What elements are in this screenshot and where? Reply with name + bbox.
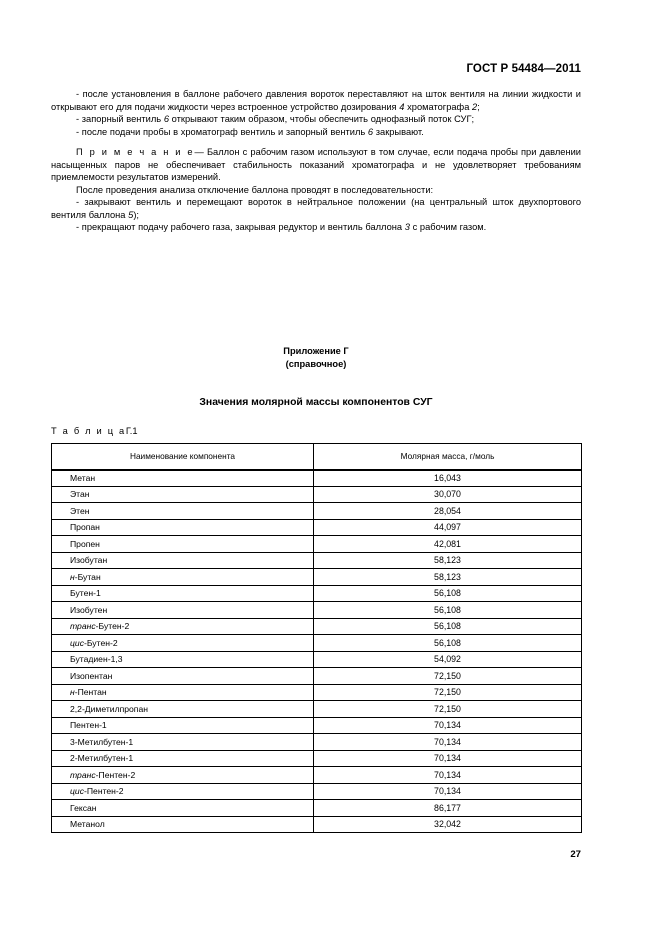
table-row	[52, 750, 582, 767]
section-title: Значения молярной массы компонентов СУГ	[199, 397, 433, 408]
cell-component-name: цис-Пентен-2	[52, 783, 314, 800]
cell-molar-mass: 42,081	[314, 536, 582, 553]
cell-molar-mass: 16,043	[314, 470, 582, 487]
cell-molar-mass: 56,108	[314, 602, 582, 619]
cell-component-name: цис-Бутен-2	[52, 635, 314, 652]
bullet-paragraph-2: - запорный вентиль 6 открывают таким образом, чтобы обеспечить однофазный поток СУГ;	[76, 114, 475, 125]
cell-molar-mass: 56,108	[314, 635, 582, 652]
cell-molar-mass: 44,097	[314, 519, 582, 536]
bullet-paragraph-5: - прекращают подачу рабочего газа, закрывая редуктор и вентиль баллона 3 с рабочим газом.	[76, 222, 487, 233]
bullet-paragraph-3: - после подачи пробы в хроматограф вентиль и запорный вентиль 6 закрывают.	[76, 126, 424, 137]
cell-molar-mass: 70,134	[314, 750, 582, 767]
appendix-heading	[51, 345, 581, 371]
cell-molar-mass: 56,108	[314, 585, 582, 602]
table-row	[52, 486, 582, 503]
cell-molar-mass: 54,092	[314, 651, 582, 668]
note-label: П р и м е ч а н и е	[76, 147, 195, 158]
document-header-standard-id: ГОСТ Р 54484—2011	[466, 63, 581, 75]
cell-molar-mass: 58,123	[314, 569, 582, 586]
body-text-block	[51, 88, 581, 234]
column-header-component-name: Наименование компонента	[52, 444, 314, 470]
cell-molar-mass: 70,134	[314, 717, 582, 734]
cell-molar-mass: 28,054	[314, 503, 582, 520]
table-row	[52, 552, 582, 569]
intro-after-note-paragraph: После проведения анализа отключение баллона проводят в последовательности:	[76, 184, 434, 195]
table-row	[52, 635, 582, 652]
table-row	[52, 618, 582, 635]
column-header-molar-mass: Молярная масса, г/моль	[314, 444, 582, 470]
table-row	[52, 816, 582, 833]
table-row	[52, 585, 582, 602]
cell-component-name: Гексан	[52, 800, 314, 817]
cell-molar-mass: 72,150	[314, 668, 582, 685]
cell-molar-mass: 58,123	[314, 552, 582, 569]
table-row	[52, 783, 582, 800]
cell-component-name: транс-Бутен-2	[52, 618, 314, 635]
cell-molar-mass: 32,042	[314, 816, 582, 833]
cell-component-name: н-Бутан	[52, 569, 314, 586]
table-row	[52, 684, 582, 701]
paragraph-spacer	[51, 138, 581, 146]
cell-component-name: Метан	[52, 470, 314, 487]
table-row	[52, 503, 582, 520]
cell-molar-mass: 70,134	[314, 767, 582, 784]
cell-component-name: Изобутен	[52, 602, 314, 619]
table-caption	[51, 425, 138, 437]
page-number: 27	[570, 849, 581, 860]
cell-molar-mass: 86,177	[314, 800, 582, 817]
cell-component-name: Метанол	[52, 816, 314, 833]
note-paragraph	[51, 146, 581, 184]
cell-component-name: 2,2-Диметилпропан	[52, 701, 314, 718]
cell-component-name: Изобутан	[52, 552, 314, 569]
cell-component-name: Пентен-1	[52, 717, 314, 734]
table-row	[52, 519, 582, 536]
appendix-kind: (справочное)	[285, 359, 347, 369]
bullet-paragraph-1: - после установления в баллоне рабочего давления вороток переставляют на шток вентиля на линии жидкости и открывают его для подачи жидкости через встроенное устройство дозирования 4 хроматографа 2;	[51, 89, 581, 112]
table-header-row	[52, 444, 582, 470]
cell-molar-mass: 56,108	[314, 618, 582, 635]
appendix-name: Приложение Г	[283, 346, 349, 356]
table-caption-word: Т а б л и ц а	[51, 426, 126, 436]
cell-molar-mass: 30,070	[314, 486, 582, 503]
cell-component-name: 3-Метилбутен-1	[52, 734, 314, 751]
cell-component-name: 2-Метилбутен-1	[52, 750, 314, 767]
table-row	[52, 602, 582, 619]
cell-molar-mass: 72,150	[314, 684, 582, 701]
bullet-paragraph-4: - закрывают вентиль и перемещают вороток в нейтральное положении (на центральный шток двухпортового вентиля баллона 5);	[51, 197, 581, 220]
table-row	[52, 536, 582, 553]
molar-mass-table-container	[51, 443, 581, 833]
table-row	[52, 717, 582, 734]
cell-molar-mass: 70,134	[314, 734, 582, 751]
cell-component-name: Этан	[52, 486, 314, 503]
molar-mass-table	[51, 443, 582, 833]
table-body	[52, 470, 582, 833]
cell-component-name: Этен	[52, 503, 314, 520]
table-row	[52, 734, 582, 751]
table-row	[52, 569, 582, 586]
cell-component-name: транс-Пентен-2	[52, 767, 314, 784]
cell-molar-mass: 70,134	[314, 783, 582, 800]
cell-component-name: н-Пентан	[52, 684, 314, 701]
table-row	[52, 668, 582, 685]
table-row	[52, 800, 582, 817]
table-row	[52, 767, 582, 784]
cell-component-name: Бутен-1	[52, 585, 314, 602]
table-caption-number: Г.1	[125, 426, 138, 436]
cell-component-name: Пропан	[52, 519, 314, 536]
table-row	[52, 470, 582, 487]
note-body: — Баллон с рабочим газом используют в том случае, если подача пробы при давлении насыщенных паров не обеспечивает стабильность показаний хроматографа и не удовлетворяет требованиям приемлемости результатов измерений.	[51, 147, 581, 183]
cell-component-name: Изопентан	[52, 668, 314, 685]
cell-component-name: Пропен	[52, 536, 314, 553]
table-header	[52, 444, 582, 470]
table-row	[52, 701, 582, 718]
table-row	[52, 651, 582, 668]
cell-molar-mass: 72,150	[314, 701, 582, 718]
cell-component-name: Бутадиен-1,3	[52, 651, 314, 668]
